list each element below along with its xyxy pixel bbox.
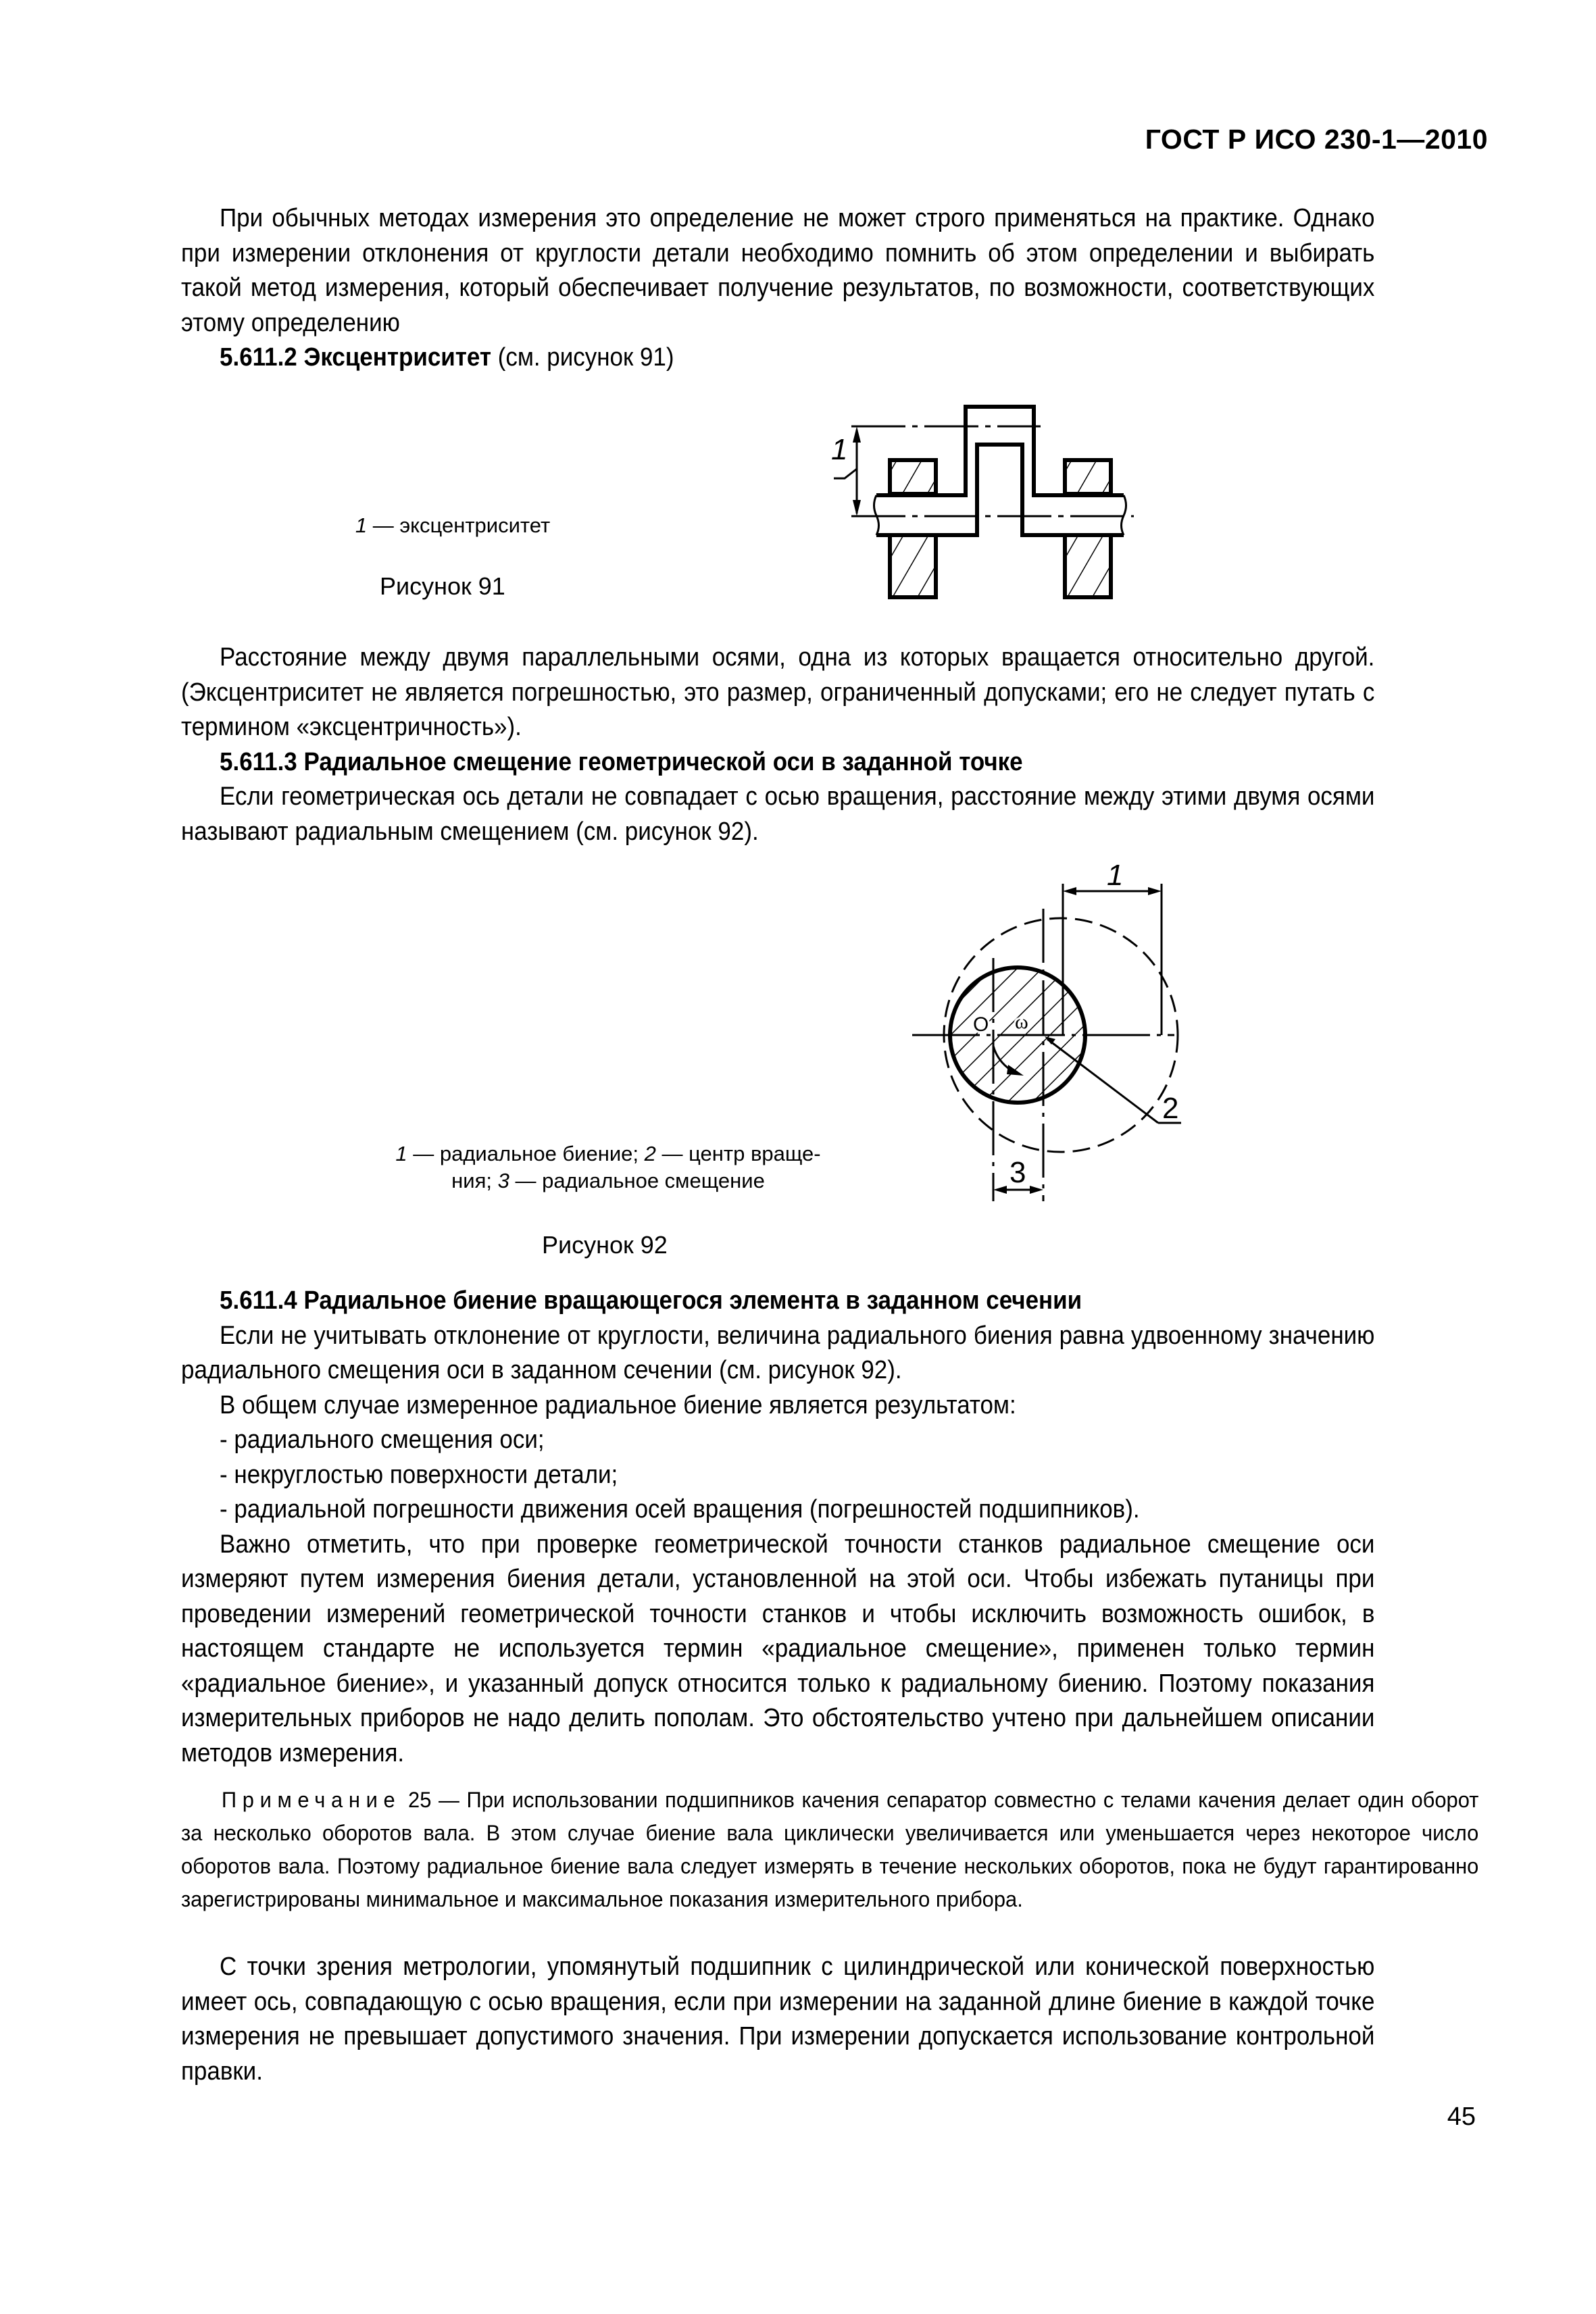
figure91-caption: Рисунок 91 <box>380 572 505 600</box>
paragraph-final: С точки зрения метрологии, упомянутый подшипник с цилиндрической или конической поверхностью имеет ось, совпадающую с осью вращения, если при измерении на заданной длине биение в каждой точке измерения не превышает допустимого значения. При измерении допускается использование контрольной правки. <box>181 1953 1375 2086</box>
right-bearing-bottom <box>1065 535 1111 597</box>
legend-text-4: — радиальное смещение <box>509 1169 765 1192</box>
arrow-right-3-icon <box>1030 1186 1043 1194</box>
legend-num-3: 3 <box>497 1169 509 1192</box>
arrow-right-icon <box>1148 887 1162 895</box>
paragraph-runout-1: Если не учитывать отклонение от круглости, величина радиального биения равна удвоенному значению радиального смещения оси в заданном сечении (см. рисунок 92). <box>181 1321 1375 1384</box>
arrow-left-3-icon <box>993 1186 1007 1194</box>
section-heading-5-611-3: 5.611.3 Радиальное смещение геометрической оси в заданной точке <box>220 747 1023 776</box>
paragraph-runout-2: В общем случае измеренное радиальное биение является результатом: <box>220 1390 1016 1419</box>
list-item: - радиальной погрешности движения осей вращения (погрешностей подшипников). <box>220 1495 1140 1524</box>
paragraph-eccentricity-def: Расстояние между двумя параллельными осями, одна из которых вращается относительно другой. (Эксцентриситет не является погрешностью, это размер, ограниченный допусками; его не следует путать с термином «эксцентричность»). <box>181 643 1375 741</box>
legend-num-2: 2 <box>644 1142 656 1165</box>
text-block-top <box>181 201 1374 376</box>
legend-text-2: — центр враще- <box>655 1142 821 1165</box>
note-number: 25 — <box>401 1788 467 1812</box>
arrow-up-icon <box>853 426 861 443</box>
figure92-drawing <box>878 858 1284 1277</box>
section-heading-5-611-2 <box>181 341 1374 376</box>
arrow-left-icon <box>1063 887 1076 895</box>
figure91-legend <box>331 512 574 539</box>
legend-line-1 <box>351 1140 865 1167</box>
legend-number: 1 <box>355 513 368 537</box>
left-bearing-top <box>890 460 936 494</box>
text-block-runout <box>181 1284 1374 1771</box>
figure92-label-3: 3 <box>1009 1156 1026 1189</box>
note-label: Примечание <box>221 1788 401 1812</box>
figure92-label-o: O <box>973 1013 989 1036</box>
legend-text: — эксцентриситет <box>367 513 551 537</box>
paragraph-runout-3: Важно отметить, что при проверке геометрической точности станков радиальное смещение оси измеряют путем измерения биения детали, установленной на этой оси. Чтобы избежать путаницы при проведении измерений геометрической точности станков и чтобы исключить возможность ошибок, в настоящем стандарте не используется термин «радиальное смещение», применен только термин «радиальное биение», и указанный допуск относится только к радиальному биению. Поэтому показания измерительных приборов не надо делить пополам. Это обстоятельство учтено при дальнейшем описании методов измерения. <box>181 1530 1375 1767</box>
section-ref: (см. рисунок 91) <box>491 343 674 372</box>
list-item: - некруглостью поверхности детали; <box>220 1460 618 1489</box>
paragraph-radial-offset: Если геометрическая ось детали не совпадает с осью вращения, расстояние между этими двумя осями называют радиальным смещением (см. рисунок 92). <box>181 782 1375 846</box>
text-block-final <box>181 1950 1374 2089</box>
section-heading-5-611-4: 5.611.4 Радиальное биение вращающегося элемента в заданном сечении <box>220 1286 1082 1315</box>
list-item: - радиального смещения оси; <box>220 1426 545 1454</box>
legend-line-2 <box>351 1167 865 1194</box>
legend-num-1: 1 <box>395 1142 407 1165</box>
right-bearing-top <box>1065 460 1111 494</box>
figure92-legend <box>351 1140 865 1194</box>
figure91-drawing <box>811 392 1487 622</box>
paragraph-intro: При обычных методах измерения это определение не может строго применяться на практике. Однако при измерении отклонения от круглости детали необходимо помнить об этом определении и выбирать такой метод измерения, который обеспечивает получение результатов, по возможности, соответствующих этому определению <box>181 204 1375 337</box>
legend-text-3: ния; <box>451 1169 498 1192</box>
figure92-label-2: 2 <box>1162 1092 1179 1125</box>
document-header: ГОСТ Р ИСО 230-1—2010 <box>1145 124 1488 155</box>
figure92-caption: Рисунок 92 <box>542 1231 668 1259</box>
figure91-label-1: 1 <box>831 433 848 466</box>
note-text <box>181 1784 1478 1916</box>
note-body: При использовании подшипников качения сепаратор совместно с телами качения делает один оборот за несколько оборотов вала. В этом случае биение вала циклически увеличивается или уменьшается через некоторое число оборотов вала. Поэтому радиальное биение вала следует измерять в течение нескольких оборотов, пока не будут гарантированно зарегистрированы минимальное и максимальное показания измерительного прибора. <box>181 1788 1479 1911</box>
figure92-label-1: 1 <box>1107 859 1124 892</box>
text-block-middle <box>181 640 1374 849</box>
figure92-label-omega: ω <box>1015 1011 1028 1033</box>
arrow-down-icon <box>853 500 861 516</box>
leader-line-1 <box>834 469 857 478</box>
legend-text-1: — радиальное биение; <box>407 1142 645 1165</box>
page-number: 45 <box>1447 2103 1476 2131</box>
section-title: 5.611.2 Эксцентриситет <box>220 343 492 372</box>
note-25 <box>181 1784 1478 1916</box>
left-bearing-bottom <box>890 535 936 597</box>
